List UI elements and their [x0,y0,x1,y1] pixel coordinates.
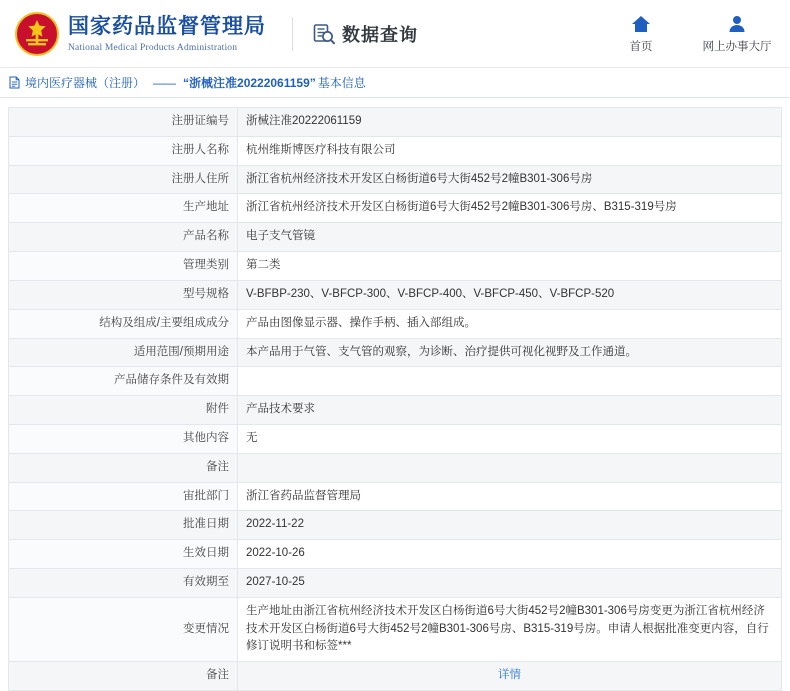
row-value: 第二类 [238,252,782,281]
database-search-icon [313,23,335,45]
table-row [9,424,782,453]
user-service-icon [727,14,747,34]
table-row [9,309,782,338]
row-label: 型号规格 [9,280,238,309]
site-header [0,0,790,68]
row-label: 附件 [9,396,238,425]
table-row [9,453,782,482]
row-value: 杭州维斯博医疗科技有限公司 [238,136,782,165]
table-row [9,136,782,165]
row-label: 有效期至 [9,569,238,598]
nav-item-home[interactable] [612,14,670,54]
header-nav [612,14,772,54]
row-value [238,367,782,396]
nav-item-online-service-hall-label: 网上办事大厅 [702,40,772,53]
row-value: 无 [238,424,782,453]
table-row [9,396,782,425]
row-value [238,453,782,482]
breadcrumb-category[interactable]: 境内医疗器械（注册） [25,76,146,90]
row-label: 产品名称 [9,223,238,252]
row-value: 生产地址由浙江省杭州经济技术开发区白杨街道6号大街452号2幢B301-306号房变更为浙江省杭州经济技术开发区白杨街道6号大街452号2幢B301-306号房、B315-319号房。申请人根据批准变更内容，自行修订说明书和标签*** [238,597,782,661]
row-value: 产品由图像显示器、操作手柄、插入部组成。 [238,309,782,338]
row-label: 生效日期 [9,540,238,569]
row-value: 2027-10-25 [238,569,782,598]
detail-link[interactable]: 详情 [498,669,521,682]
row-label: 适用范围/预期用途 [9,338,238,367]
row-label: 注册证编号 [9,108,238,137]
table-row [9,108,782,137]
organization-name [68,14,266,52]
system-name-label: 数据查询 [342,24,418,45]
table-row [9,194,782,223]
row-label: 管理类别 [9,252,238,281]
row-value: 产品技术要求 [238,396,782,425]
table-row [9,511,782,540]
row-label: 宙批部门 [9,482,238,511]
header-divider [292,17,293,51]
row-label: 注册人名称 [9,136,238,165]
registration-info-panel [0,98,790,691]
row-value: 浙江省药品监督管理局 [238,482,782,511]
nav-item-home-label: 首页 [629,40,653,53]
registration-info-table [8,107,782,691]
nav-item-online-service-hall[interactable] [702,14,772,54]
row-value: 浙江省杭州经济技术开发区白杨街道6号大街452号2幢B301-306号房、B315-319号房 [238,194,782,223]
table-row-remark [9,662,782,691]
system-name [313,21,418,47]
document-icon [8,76,21,89]
row-label: 产品储存条件及有效期 [9,367,238,396]
row-label: 批准日期 [9,511,238,540]
national-emblem-icon [14,11,60,57]
row-label: 备注 [9,453,238,482]
row-label: 注册人住所 [9,165,238,194]
organization-name-en: National Medical Products Administration [68,42,238,53]
row-value: 2022-11-22 [238,511,782,540]
table-row [9,597,782,661]
table-row [9,482,782,511]
row-label: 生产地址 [9,194,238,223]
table-row [9,223,782,252]
breadcrumb-separator: —— [153,75,176,90]
table-row [9,367,782,396]
row-label: 其他内容 [9,424,238,453]
breadcrumb-record-number: “浙械注准20222061159” [183,76,316,90]
table-row [9,338,782,367]
organization-name-cn: 国家药品监督管理局 [68,14,266,39]
breadcrumb [0,68,790,98]
row-label: 结构及组成/主要组成成分 [9,309,238,338]
row-value: 本产品用于气管、支气管的观察，为诊断、治疗提供可视化视野及工作通道。 [238,338,782,367]
row-value: 电子支气管镜 [238,223,782,252]
table-row [9,252,782,281]
breadcrumb-page-title: 基本信息 [317,76,366,90]
row-label: 备注 [9,662,238,691]
row-value: 浙江省杭州经济技术开发区白杨街道6号大街452号2幢B301-306号房 [238,165,782,194]
row-value: 2022-10-26 [238,540,782,569]
row-value [238,662,782,691]
row-label: 变更情况 [9,597,238,661]
row-value: 浙械注准20222061159 [238,108,782,137]
home-icon [631,14,651,34]
table-row [9,165,782,194]
row-value: V-BFBP-230、V-BFCP-300、V-BFCP-400、V-BFCP-450、V-BFCP-520 [238,280,782,309]
table-row [9,569,782,598]
table-row [9,280,782,309]
table-row [9,540,782,569]
